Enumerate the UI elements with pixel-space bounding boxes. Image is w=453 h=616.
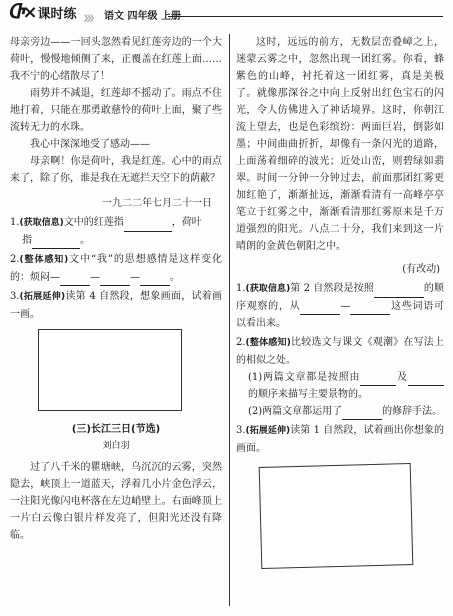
passage-paragraph: 雨势并不减退，红莲却不摇动了。雨点不住地打着，只能在那勇敢慈怜的荷叶上面，聚了些流转无力的水珠。 (10, 88, 222, 133)
question-2: 2.(整体感知)文中“我”的思想感情是这样变化的：烦闷— — — 。 (10, 251, 222, 286)
right-column (236, 34, 444, 567)
question-2-part-1: (1)两篇文章都是按照由 及的顺序来描写主要景物的。 (236, 369, 444, 403)
answer-blank[interactable] (60, 273, 90, 286)
answer-blank[interactable] (300, 302, 340, 315)
section-author: 刘白羽 (102, 441, 130, 451)
header-arrows-icon: 》》》 (84, 14, 97, 23)
answer-blank[interactable] (360, 373, 396, 386)
passage-paragraph: 母亲啊！你是荷叶，我是红莲。心中的雨点来了，除了你，谁是我在无遮拦天空下的荫蔽？ (10, 156, 222, 184)
answer-blank[interactable] (32, 236, 80, 249)
answer-blank[interactable] (342, 407, 382, 420)
source-note: (有改动) (402, 264, 440, 275)
question-3: 3.(拓展延伸)读第 1 自然段，试着画出你想象的画面。 (236, 425, 444, 454)
question-3: 3.(拓展延伸)读第 4 自然段，想象画面，试着画一画。 (10, 291, 222, 320)
question-tag: (获取信息) (245, 284, 291, 294)
left-column (10, 34, 222, 544)
question-tag: (拓展延伸) (245, 426, 291, 436)
header-subject: 语文 四年级 上册 (104, 11, 181, 22)
column-divider (229, 34, 230, 606)
question-tag: (整体感知) (245, 338, 291, 348)
question-tag: (获取信息) (19, 218, 64, 228)
question-1: 1.(获取信息)第 2 自然段是按照 的顺序观察的，从 — 这些词语可以看出来。 (236, 283, 445, 329)
answer-blank[interactable] (140, 273, 170, 286)
drawing-box[interactable] (259, 463, 414, 569)
question-1: 1.(获取信息)文中的红莲指 ，荷叶 指 。 (10, 214, 222, 249)
answer-blank[interactable] (124, 219, 172, 232)
section-title: (三)长江三日(节选) (71, 424, 161, 435)
logo-mark-icon: Ⴇ× (8, 2, 36, 23)
drawing-box[interactable] (38, 329, 182, 411)
answer-blank[interactable] (408, 373, 444, 386)
brand-logo (8, 4, 77, 24)
question-tag: (拓展延伸) (19, 292, 66, 302)
logo-name: 课时练 (37, 7, 77, 22)
passage-paragraph: 我心中深深地受了感动—— (30, 139, 150, 150)
passage-paragraph: 这时，远远的前方，无数层峦叠嶂之上，迷蒙云雾之中，忽然出现一团红雾。你看，蜂紫色的山峰，衬托着这一团红雾，真是美极了。就像那深谷之中向上反射出红色宝石的闪光，令人仿佛进入了神话境界。这时，你朝江流上望去，也是色彩缤纷：两面巨岩，倒影如墨；中间曲曲折折，却像有一条闪光的道路，上面荡着细碎的波光；近处山峦，则碧绿如翡翠。时间一分钟一分钟过去，前面那团红雾更加红艳了，渐渐扯远，渐渐看清有一高峰亭亭笔立于红雾之中，渐渐看清那红雾原来是千万道强烈的阳光。八点二十分，我们来到这一片晴朗的金黄色朝阳之中。 (236, 37, 444, 252)
page-header (0, 0, 453, 30)
passage-date: 一九二二年七月二十一日 (102, 198, 212, 209)
section-paragraph: 过了八千米的瞿塘峡，乌沉沉的云雾，突然隐去，峡顶上一道蓝天，浮着几小片金色浮云，一注阳光像闪电杯落在左边峭壁上。右面峰顶上一片白云像白银片样发亮了，但阳光还没有降临。 (10, 462, 222, 541)
answer-blank[interactable] (374, 285, 424, 298)
header-rule (168, 16, 443, 17)
question-2-part-2: (2)两篇文章都运用了 的修辞手法。 (236, 403, 444, 420)
question-2: 2.(整体感知)比较选文与课文《观潮》在写法上的相似之处。 (236, 337, 445, 366)
answer-blank[interactable] (350, 302, 390, 315)
answer-blank[interactable] (100, 273, 130, 286)
question-tag: (整体感知) (19, 255, 69, 265)
passage-paragraph: 母亲旁边——一回头忽然看见红莲旁边的一个大荷叶，慢慢地倾侧了来，正覆盖在红莲上面……我不宁的心绪散尽了！ (10, 37, 222, 82)
